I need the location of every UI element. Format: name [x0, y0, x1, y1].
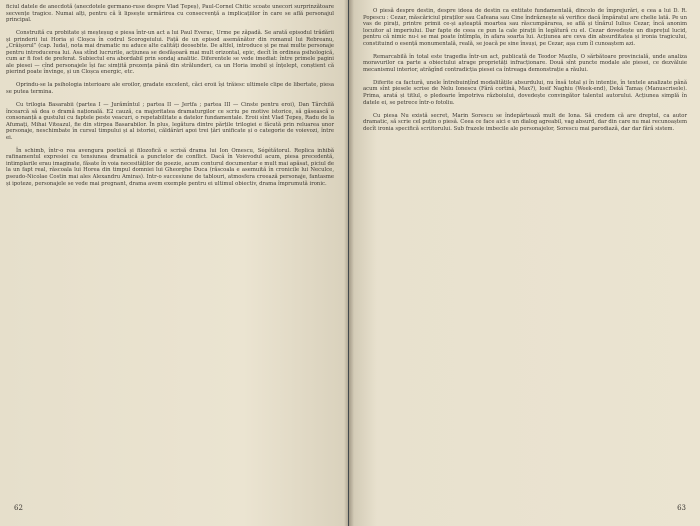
paragraph: O piesă despre destin, despre ideea de destin ca entitate fundamentală, dincolo de împrejurări, e cea a lui D. R. Popescu : Cezar, măscăriciul piraților sau Cafeana sau Cine îndrăznește să verifice dacă împăratul are chelie lată. Pe un vas de pirați, printre primii ce-și așteaptă moartea sau răscumpărarea, se află și tînărul Iulius Cezar, încă anonim locuitor al imperiului. Dar fapte de ceea ce pun la cale pirații în legătură cu el. Cezar dovedește un disprețul lucid, pentru că nimic nu-i se mai poate întîmpla, în afara soarta lui. Acțiunea are ceva din absurditatea și ironia tragicului, constituind o esență monumentală, reală, se joacă pe sine însuși, pe Cezar, așa cum îl cunoaștem azi. [363, 8, 687, 47]
left-text-column [6, 4, 334, 194]
page-number: 62 [14, 504, 23, 512]
left-page [0, 0, 348, 526]
paragraph: Oprindu-se la psihologia interioare ale eroilor, gradate excelent, căci eroii își trăiesc ultimele clipe de libertate, piesa se putea termina. [6, 82, 334, 96]
right-page [349, 0, 700, 526]
page-number: 63 [677, 504, 686, 512]
paragraph: Cu piesa Nu există secret, Marin Sorescu se îndepărtează mult de Iona. Să credem că are dreptul, ca autor dramatic, să scrie cel puțin o piesă. Ceea ce face aici e un dialog agreabil, vag absurd, dar din care nu mai recunoaștem decît ironia specifică scriitorului. Sub frazele imbecile ale personajelor, Sorescu mai parodiază, dar dar fără sistem. [363, 112, 687, 132]
right-text-column [363, 8, 687, 139]
paragraph: În schimb, într-o rea avengura poetică și filozofică e scrisă drama lui Ion Omescu, Ségétătorul. Replica inhibă rafinamentul expresiei cu tensiunea dramatică a punctelor de conflict. Dacă în Voievodul acum, piesa precedentă, intimplarile erau imaginate, făsate în voia necesităților de poezie, acum conturul documentar e mult mai apăsat, piciul de la un fapt real, răscoala lui Horea din timpul domniei lui Gheorghe Duca (răscoala e asemuită în cronicile lui Neculce, pseudo-Nicolae Costin mai ales Alexandru Amiras). Intr-o succesiune de tablouri, atmosfera creează personaje, fantasme și ipoteze, personajele se vede mai pregnant, drama avem exemple pentru ei ultimul obiectiv, drama împrumută ironic. [6, 147, 334, 187]
paragraph: Diferite ca factură, unele întrebuințînd modalitățile absurdului, nu însă total și în intenție, în textele analizate până acum sînt piesele scrise de Nelu Ionescu (Fără cortină, Max?), Iosif Naghiu (Week-end), Dekă Tamaș (Manuscrisele). Prima, aratá și titlul, o pledoarie împotriva războiului, dovedește convingător talentul autorului. Acțiunea simplă în datele ei, se petrece într-o fotoliu. [363, 79, 687, 106]
paragraph: Construită cu probitate și meșteșug e piesa într-un act a lui Paul Everac, Urme pe zăpadă. Se arată episodul trădării și prinderii lui Horia și Cloșca în codrul Scorogeiului. Față de un episod asemănător din romanul lui Rebreanu, „Crăișorul” (cap. Iuda), nota mai dramatic nu aduce alte calități deosebite. De altfel, introduce și pe mai multe personaje pentru introducerea lui. Asa stînd lucrurile, acțiunea se desfășoară mai mult orizontal, epic, decît în ordinea psihologică, cum ar fi fost de preferat. Subiectul era abordabil prin sondaj analitic. Diferentele se vede imediat: între primele pagini ale piesei — cînd personajele își fac simțită prezența până din strălunderi, ca un Horia imobil și înțelept, conștient că pierind poate învinge, și un Cloșca energic, etc. [6, 30, 334, 76]
paragraph: ficiul datele de anecdotă (anecdotele germano-ruse despre Vlad Țepeș), Paul-Cornel Chitic scoate unecori surprinzătoare secvențe tragice. Numai alți, pentru că îi lipsește urmărirea cu consecvență a implicațiilor în care se află personajul principal. [6, 4, 334, 24]
paragraph: Remarcabilă în total este tragedia într-un act, publicată de Teodor Mazilu, O sărbătoare provincială, unde analiza moravurilor ca parte a obiectului atrage proprietăți infracționare. Două sînt puncte modale ale piesei, ce dezvăluie mecanismul interior, atrăgînd contradicția piesei ca întreaga demonstrație a răului. [363, 53, 687, 73]
paragraph: Cu trilogia Basarabii (partea I — Jurămîntul ; partea II — Jertfa ; partea III — Cinste pentru eroi), Dan Tărchilă încearcă să dea o dramă națională. E2 cauză, ca majoritatea dramaturgilor ce scriu pe motive istorice, să găsească o consonanță a gustului cu faptele peste veacuri, o repetabilitate a datelor fundamentale. Eroii sînt Vlad Țepeș, Radu de la Afumați, Mihai Viteazul, fie din stirpea Basarabilor. În plus, legătura dintre părțile trilogiei e făcută prin reluarea unor personaje, neschimbate în cursul timpului și al istoriei, căldărări apoi trei țări unificate și o categorie de voievozi, între ei. [6, 102, 334, 141]
book-gutter [344, 0, 354, 526]
